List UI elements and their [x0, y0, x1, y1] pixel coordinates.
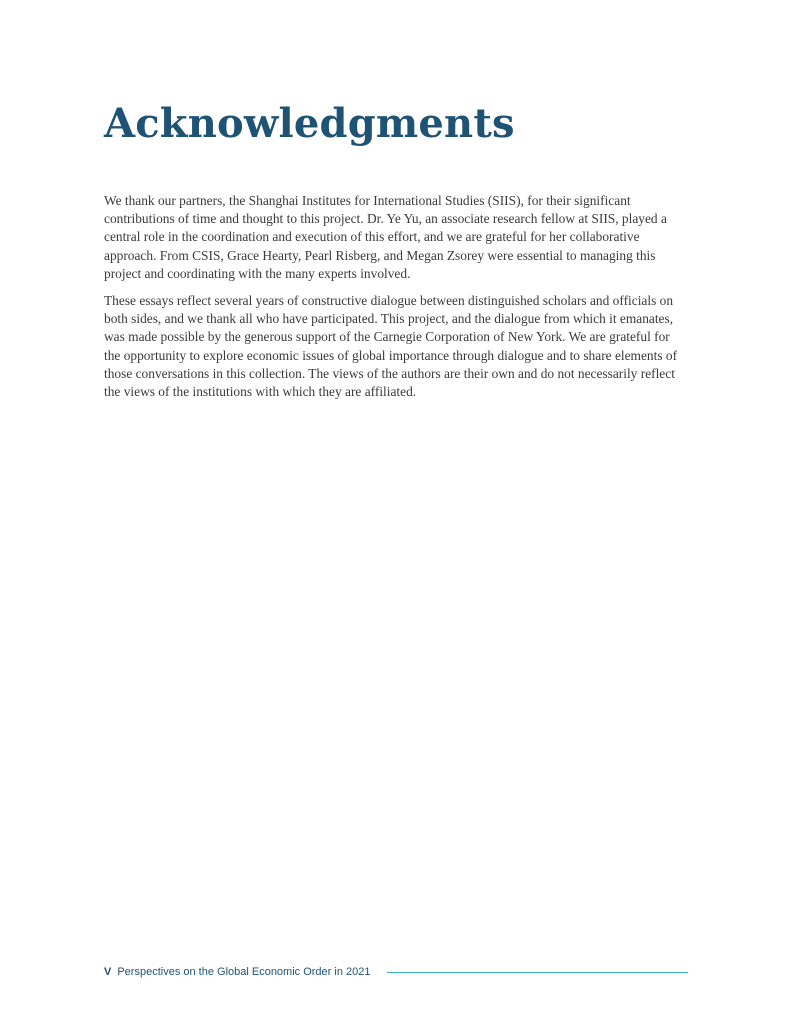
paragraph: These essays reflect several years of constructive dialogue between distinguished scholars and officials on both sides, and we thank all who have participated. This project, and the dialogue from which it emanates, was made possible by the generous support of the Carnegie Corporation of New York. We are grateful for the opportunity to explore economic issues of global importance through dialogue and to share elements of those conversations in this collection. The views of the authors are their own and do not necessarily reflect the views of the institutions with which they are affiliated. [104, 293, 678, 400]
page-footer [104, 962, 688, 982]
page-title: Acknowledgments [104, 100, 515, 147]
footer-divider [387, 972, 688, 973]
publication-title: Perspectives on the Global Economic Order in 2021 [117, 966, 371, 978]
body-text [104, 192, 688, 410]
paragraph: We thank our partners, the Shanghai Institutes for International Studies (SIIS), for their significant contributions of time and thought to this project. Dr. Ye Yu, an associate research fellow at SIIS, played a central role in the coordination and execution of this effort, and we are grateful for her collaborative approach. From CSIS, Grace Hearty, Pearl Risberg, and Megan Zsorey were essential to managing this project and coordinating with the many experts involved. [104, 193, 667, 281]
page-number: V [104, 966, 112, 978]
